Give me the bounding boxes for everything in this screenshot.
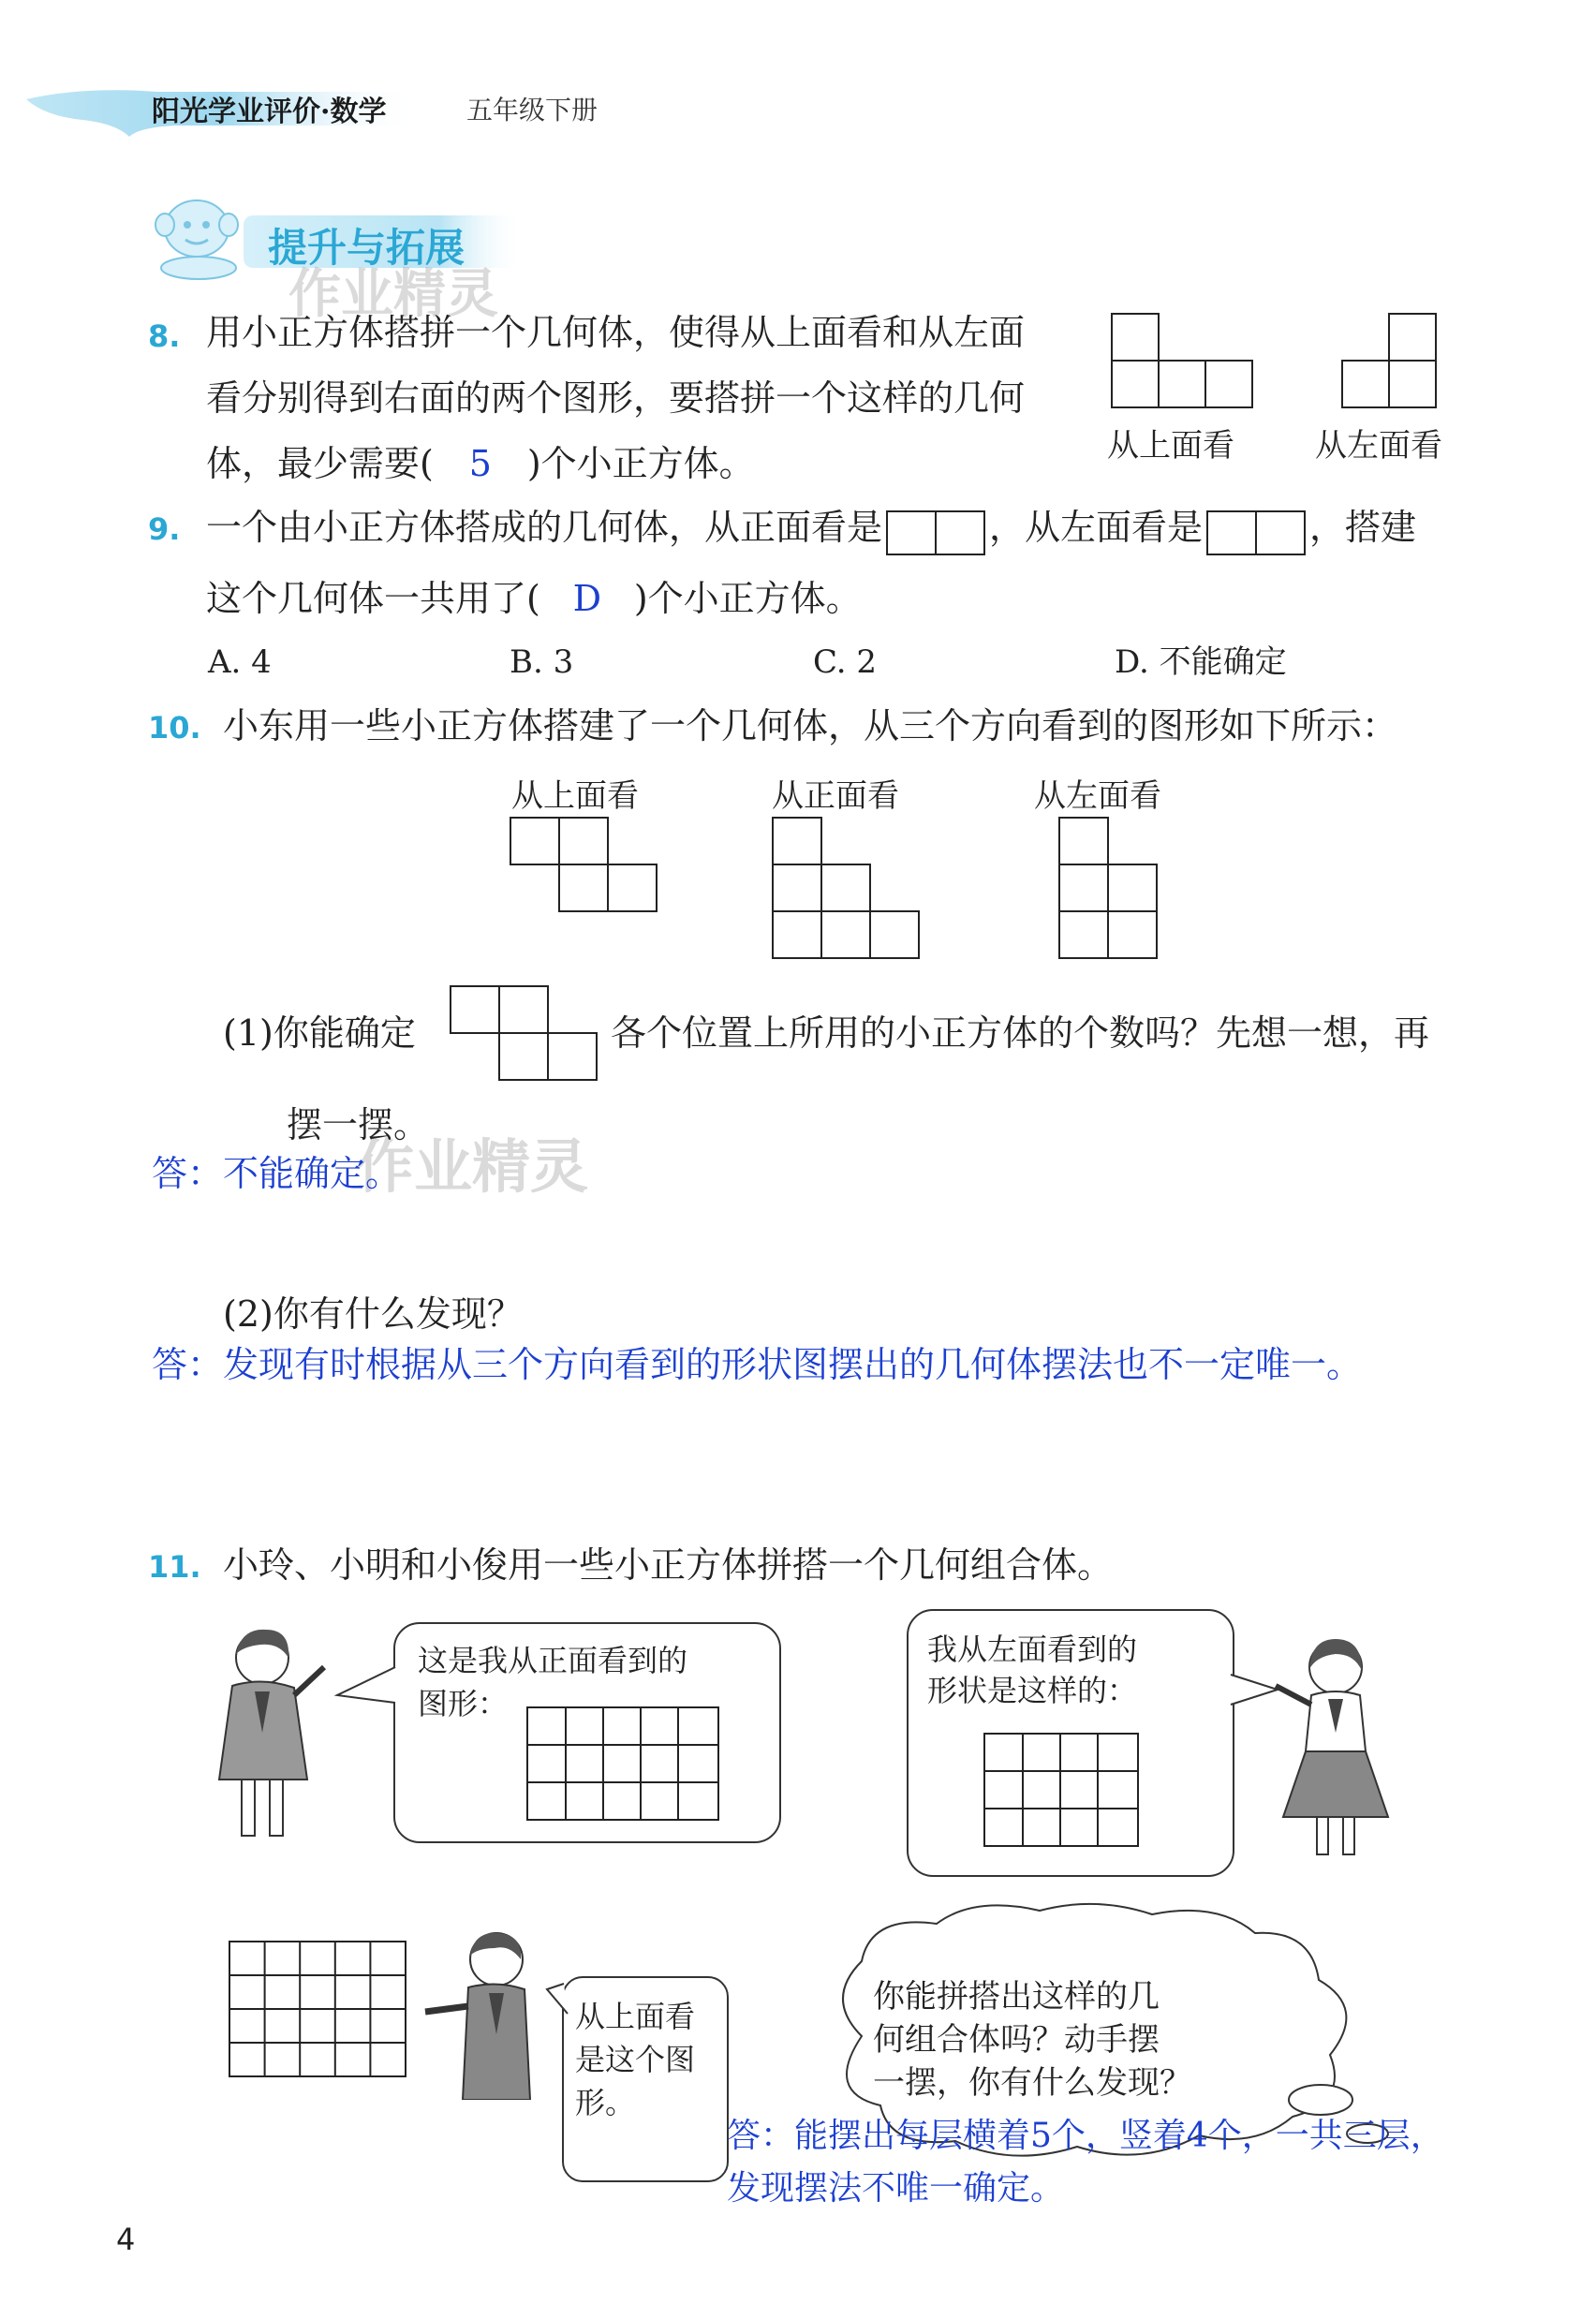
q10-stem: 小东用一些小正方体搭建了一个几何体，从三个方向看到的图形如下所示： — [223, 705, 1398, 746]
q9-option-c: C. 2 — [813, 643, 878, 681]
section-title: 提升与拓展 — [268, 225, 466, 271]
q8-top-view-figure — [1111, 313, 1261, 410]
bubble2-line1: 我从左面看到的 — [927, 1632, 1138, 1667]
grid-cell — [772, 817, 822, 865]
bubble1-line1: 这是我从正面看到的 — [418, 1643, 688, 1678]
grid-cell — [498, 985, 549, 1034]
grid-cell — [1388, 360, 1437, 408]
q10-label-front-view: 从正面看 — [772, 777, 899, 815]
grid-cell — [558, 864, 609, 912]
q9-part1: 一个由小正方体搭成的几何体，从正面看是 — [206, 507, 883, 548]
header-subtitle: 五年级下册 — [466, 95, 598, 126]
grid-cell — [1111, 360, 1160, 408]
cloud-line3: 一摆，你有什么发现？ — [873, 2064, 1191, 2102]
grid-cell — [1206, 510, 1257, 555]
q9-answer: D — [572, 578, 602, 619]
grid-cell — [1255, 510, 1306, 555]
q9-line2 — [206, 577, 862, 620]
q11-left-view-grid — [983, 1733, 1139, 1847]
grid-cell — [1107, 910, 1158, 959]
grid-cell — [772, 910, 822, 959]
grid-cell — [1204, 360, 1253, 408]
q8-line3-post: )个小正方体。 — [526, 443, 755, 484]
q10-number: 10. — [148, 710, 201, 746]
grid-cell — [935, 510, 985, 555]
q8-line1: 用小正方体搭拼一个几何体，使得从上面看和从左面 — [206, 312, 1026, 353]
bubble3-line3: 形。 — [575, 2085, 636, 2120]
q8-left-view-figure — [1341, 313, 1444, 410]
bubble2-line2: 形状是这样的： — [927, 1673, 1138, 1708]
q9-left-view-figure — [1206, 510, 1306, 552]
grid-cell — [558, 817, 609, 865]
grid-cell — [607, 864, 658, 912]
q10-left-view-figure — [1058, 817, 1161, 963]
q9-option-d: D. 不能确定 — [1115, 643, 1287, 681]
q10-sub1-inline-figure — [450, 985, 599, 1083]
grid-cell — [820, 910, 871, 959]
q9-front-view-figure — [886, 510, 985, 552]
q8-number: 8. — [148, 318, 181, 354]
monkey-mascot-icon — [142, 187, 255, 281]
q11-number: 11. — [148, 1549, 201, 1585]
q10-top-view-figure — [510, 817, 659, 914]
q10-sub2: (2)你有什么发现？ — [223, 1293, 523, 1335]
q10-label-left-view: 从左面看 — [1034, 777, 1161, 815]
grid-cell — [1107, 864, 1158, 912]
q9-option-a: A. 4 — [208, 643, 272, 681]
girl-xiaojun-illustration — [1270, 1630, 1401, 1864]
q11-front-view-grid — [526, 1706, 719, 1821]
q9-option-b: B. 3 — [510, 643, 574, 681]
q9-line2-post: )个小正方体。 — [633, 578, 862, 619]
q10-sub1-pre: (1)你能确定 — [223, 1012, 416, 1054]
q9-line1 — [206, 506, 1416, 552]
q8-label-left-view: 从左面看 — [1315, 427, 1442, 465]
grid-cell — [450, 985, 500, 1034]
q11-top-view-grid — [229, 1941, 406, 2077]
front-view-grid-svg — [526, 1706, 719, 1821]
q10-answer1: 答：不能确定。 — [152, 1153, 402, 1194]
q9-number: 9. — [148, 511, 181, 547]
watermark-top: 作业精灵 — [288, 264, 498, 325]
q8-line3-pre: 体，最少需要( — [206, 443, 434, 484]
boy-xiaoming-illustration — [420, 1922, 560, 2100]
grid-cell — [1341, 360, 1390, 408]
q11-answer-line1: 答：能摆出每层横着5个，竖着4个，一共三层， — [727, 2117, 1444, 2155]
q8-label-top-view: 从上面看 — [1107, 427, 1234, 465]
q10-label-top-view: 从上面看 — [511, 777, 639, 815]
grid-cell — [869, 910, 920, 959]
top-view-grid-svg — [229, 1941, 406, 2077]
q10-sub1-line2: 摆一摆。 — [287, 1104, 430, 1145]
grid-cell — [1058, 864, 1109, 912]
bubble3-line2: 是这个图 — [575, 2042, 696, 2077]
grid-cell — [820, 864, 871, 912]
grid-cell — [886, 510, 937, 555]
grid-cell — [1111, 313, 1160, 362]
grid-cell — [1058, 817, 1109, 865]
q9-line2-pre: 这个几何体一共用了( — [206, 578, 540, 619]
girl-xiaoling-illustration — [214, 1620, 335, 1854]
left-view-grid-svg — [983, 1733, 1139, 1847]
cloud-line2: 何组合体吗？动手摆 — [873, 2021, 1160, 2059]
watermark-middle: 作业精灵 — [356, 1132, 589, 1201]
page-number: 4 — [116, 2222, 136, 2257]
grid-cell — [1058, 910, 1109, 959]
grid-cell — [772, 864, 822, 912]
grid-cell — [510, 817, 560, 865]
bubble1-line2: 图形： — [418, 1686, 509, 1721]
grid-cell — [1158, 360, 1206, 408]
q11-answer-line2: 发现摆法不唯一确定。 — [727, 2169, 1065, 2208]
q10-sub1-post: 各个位置上所用的小正方体的个数吗？先想一想，再 — [611, 1012, 1430, 1054]
grid-cell — [1388, 313, 1437, 362]
grid-cell — [547, 1032, 598, 1081]
q11-stem: 小玲、小明和小俊用一些小正方体拼搭一个几何组合体。 — [223, 1544, 1114, 1586]
header-title: 阳光学业评价·数学 — [152, 96, 387, 128]
q8-line2: 看分别得到右面的两个图形，要搭拼一个这样的几何 — [206, 377, 1026, 419]
q8-line3 — [206, 442, 755, 485]
bubble3-line1: 从上面看 — [575, 1999, 696, 2034]
q10-answer2: 答：发现有时根据从三个方向看到的形状图摆出的几何体摆法也不一定唯一。 — [152, 1344, 1363, 1385]
speech-bubble-tail — [333, 1658, 399, 1714]
q9-part2: ，从左面看是 — [989, 507, 1204, 548]
q9-part3: ，搭建 — [1309, 507, 1417, 548]
q8-answer: 5 — [468, 443, 492, 484]
q10-front-view-figure — [772, 817, 922, 963]
cloud-line1: 你能拼搭出这样的几 — [873, 1978, 1160, 2016]
grid-cell — [498, 1032, 549, 1081]
